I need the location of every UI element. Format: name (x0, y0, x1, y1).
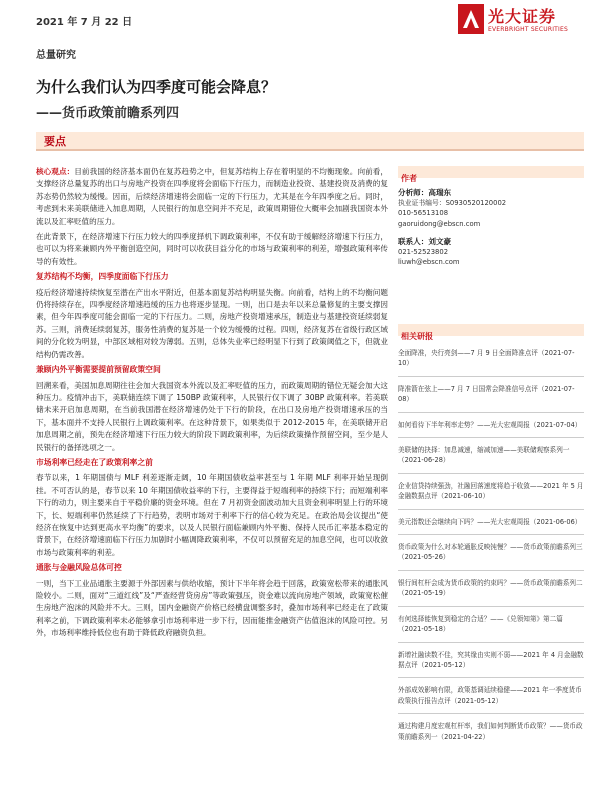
related-report-item[interactable]: 外部成效影响有限，政策基调延续稳健——2021 年一季度货币政策执行报告点评（2021-05-12） (398, 685, 584, 714)
report-date: 2021 年 7 月 22 日 (36, 17, 133, 28)
core-view-text: 目前我国的经济基本面仍在复苏趋势之中，但复苏结构上存在着明显的不均衡现象。向前看，支撑经济总量复苏的出口与房地产投资在四季度将会面临下行压力，而制造业投资、基建投资及消费的复苏态势仍然较为缓慢。因而，后续经济增速将会面临一定的下行压力，尤其是在今年四季度之后。同时，考虑到未来美联储进入加息周期，人民银行的加息空间并不充足，政策周期错位大概率会加剧我国资本外流以及汇率贬值的压力。 (36, 167, 389, 226)
analyst-cert: 执业证书编号：S0930520120002 (398, 199, 507, 208)
body-paragraph: 回溯来看，美国加息周期往往会加大我国资本外流以及汇率贬值的压力，而政策周期的错位无疑会加大这种压力。疫情冲击下，美联储连续下调了 150BP 政策利率，人民银行仅下调了 30BP 政策利率。若美联储未来开启加息周期，在当前我国潜在经济增速仍处于下行的阶段，在出口及房地产投资增速承压的当下，基本面并不支持人民银行上调政策利率。在这种背景下，如果类似于 2012-2015 年，在美联储开启加息周期之前，预先在经济增速下行压力较大的阶段下调政策利率，为后续政策操作预留空间，至少是人民银行的备择选项之一。 (36, 380, 388, 452)
contact-phone: 021-52523802 (398, 248, 449, 257)
analyst-label: 分析师： (398, 188, 429, 197)
related-report-item[interactable]: 美联储的抉择：加息减速，缩减加速——美联储观察系列一（2021-06-28） (398, 445, 584, 474)
related-report-item[interactable]: 如何看待下半年利率走势？——光大宏观周报（2021-07-04） (398, 420, 584, 438)
report-subtitle: ——货币政策前瞻系列四 (36, 106, 180, 121)
related-report-item[interactable]: 降准箭在弦上——7 月 7 日国常会降准信号点评（2021-07-08） (398, 384, 584, 413)
author-info (398, 188, 584, 267)
related-heading: 相关研报 (401, 332, 433, 341)
body-paragraph: 春节以来，1 年期国债与 MLF 利差逐渐走阔，10 年期国债收益率甚至与 1 年期 MLF 利率开始呈现倒挂。不可否认的是，春节以来 10 年期国债收益率的下行，主要得益于短端利率的持续下行；而短端利率下行的动力，则主要来自于平稳价廉的资金环境。但在 7 月初资金面波动加大且资金利率明显上行的环境下，长、短端利率仍然延续了下行趋势，表明市场对于利率下行的信心较为充足。在政治局会议提出“使经济在恢复中达到更高水平均衡”的要求，以及人民银行面临兼顾内外平衡、保持人民币汇率基本稳定的背景下，在经济增速面临下行压力加剧时小幅调降政策利率，不仅可以预留充足的加息空间，也可以收敛市场与政策利率的利差。 (36, 473, 388, 557)
related-report-item[interactable]: 通过构建月度宏观杠杆率，我们如何判断货币政策？——货币政策前瞻系列一（2021-04-22） (398, 722, 583, 741)
contact-label: 联系人： (398, 236, 429, 246)
related-report-item[interactable]: 货币政策为什么对本轮通胀反映钝慢？——货币政策前瞻系列三（2021-05-26） (398, 542, 584, 571)
everbright-logo (458, 2, 584, 38)
report-title: 为什么我们认为四季度可能会降息？ (36, 78, 277, 96)
related-heading-bar (398, 324, 584, 341)
analyst-name: 高瑞东 (428, 188, 452, 197)
logo-text-en: EVERBRIGHT SECURITIES (488, 26, 568, 33)
key-points-bar (36, 132, 584, 151)
report-body (36, 166, 388, 643)
core-view-paragraph (36, 166, 388, 228)
contact-name: 刘文豪 (428, 236, 452, 246)
body-paragraph: 在此背景下，在经济增速下行压力较大的四季度择机下调政策利率，不仅有助于缓解经济增速下行压力，也可以为将来兼顾内外平衡创造空间，同时可以收获目益分化的市场与政策利率的利差，增强政策利率传导的有效性。 (36, 232, 388, 266)
related-report-item[interactable]: 全面降准，央行亮剑——7 月 9 日全面降准点评（2021-07-10） (398, 348, 584, 377)
section-heading: 复苏结构不均衡，四季度面临下行压力 (36, 272, 169, 282)
related-report-item[interactable]: 有何选择能恢复到稳定的合适？——《兑领知第》第二篇（2021-05-18） (398, 614, 584, 643)
core-view-label: 核心观点： (36, 167, 75, 176)
section-heading: 兼顾内外平衡需要提前预留政策空间 (36, 365, 161, 375)
analyst-phone: 010-56513108 (398, 209, 449, 218)
analyst-email[interactable]: gaoruidong@ebscn.com (398, 219, 481, 228)
related-report-item[interactable]: 美元指数还会继续向下吗？——光大宏观周报（2021-06-06） (398, 517, 584, 535)
related-report-item[interactable]: 银行间杠杆会成为货币政策的约束吗？——货币政策前瞻系列二（2021-05-19） (398, 578, 584, 607)
everbright-logo-icon (458, 4, 484, 34)
section-heading: 市场利率已经走在了政策利率之前 (36, 457, 153, 467)
related-reports-list (398, 348, 584, 756)
body-paragraph: 疫后经济增速持续恢复至潜在产出水平附近，但基本面复苏结构明显失衡。向前看，结构上的不均衡问题仍将持续存在，四季度经济增速趋缓的压力也将逐步显现。一则，出口是去年以来总量修复的主要支撑因素，但今年四季度可能会面临一定的下行压力。二则，房地产投资增速承压，制造业与基建投资延续弱复苏。三则，消费延续弱复苏，服务性消费的复苏是一个较为缓慢的过程。四则，经济复苏在省级行政区域间的分化较为明显，中部区域相对较为薄弱。五则，总体失业率已经明显下行到了政策阈值之下，但就业结构仍需改善。 (36, 287, 388, 359)
section-heading: 通胀与金融风险总体可控 (36, 563, 122, 573)
related-report-item[interactable]: 新增社融读数不佳，究其缘由实则不弱——2021 年 4 月金融数据点评（2021-05-12） (398, 650, 584, 679)
author-heading-bar (398, 166, 584, 183)
contact-email[interactable]: liuwh@ebscn.com (398, 258, 460, 267)
logo-text-cn: 光大证券 (488, 7, 557, 26)
author-heading: 作者 (401, 174, 417, 183)
related-report-item[interactable]: 企业信贷持续强劲，社融回落速度将趋于收敛——2021 年 5 月金融数据点评（2021-06-10） (398, 481, 584, 510)
body-paragraph: 一则，当下工业品通胀主要源于外部因素与供给收缩，预计下半年将会趋于回落，政策宽松带来的通胀风险较小。二则，面对“三道红线”及“严查经营贷房房”等政策强压，资金难以流向房地产领域，政策宽松催生房地产泡沫的风险并不大。三则，国内金融资产价格已经横盘调整多时，叠加市场利率已经走在了政策利率之前，下调政策利率未必能够拿引市场利率进一步下行，因而能推金融资产估值泡沫的风险可控。另外，市场利率维持低位也有助于降低政府融资负担。 (36, 578, 388, 638)
key-points-label: 要点 (44, 135, 66, 148)
report-category: 总量研究 (36, 50, 76, 61)
